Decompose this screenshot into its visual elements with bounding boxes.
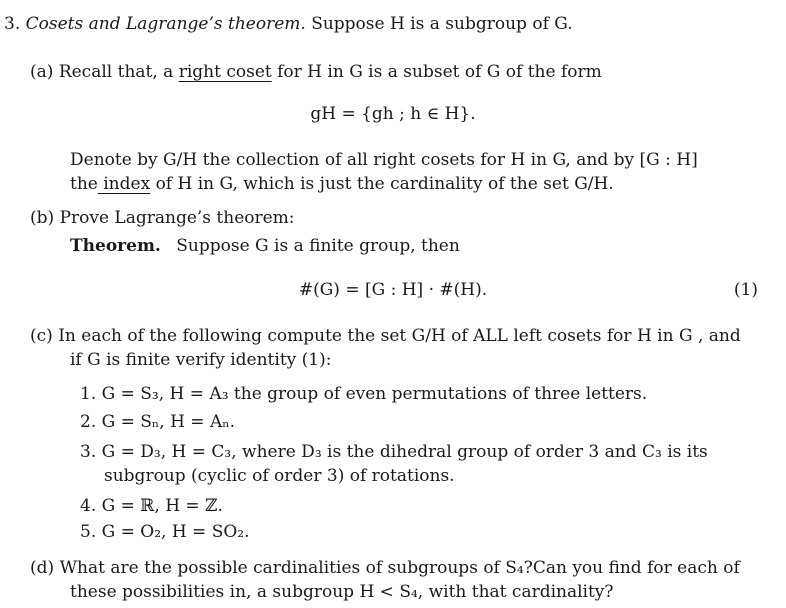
list-item-number: 2. <box>80 412 97 432</box>
list-item-text: G = ℝ, H = ℤ. <box>101 496 223 516</box>
problem-title: Cosets and Lagrange’s theorem. <box>25 14 306 34</box>
theorem-line <box>70 234 460 258</box>
list-item <box>80 494 223 518</box>
problem-header <box>4 12 573 36</box>
part-c-line2: if G is finite verify identity (1): <box>70 350 332 370</box>
right-coset-term: right coset <box>178 62 272 82</box>
part-a-text-end: for H in G is a subset of G of the form <box>271 62 602 82</box>
part-b-label: (b) <box>30 208 55 228</box>
part-c-text1: In each of the following compute the set G/H of ALL left cosets for H in G , and <box>58 326 741 346</box>
theorem-text: Suppose G is a finite group, then <box>176 236 460 256</box>
list-item-number: 1. <box>80 384 97 404</box>
part-c-line1 <box>30 324 741 348</box>
list-item <box>80 520 250 544</box>
coset-equation: gH = {gh ; h ∈ H}. <box>310 104 476 124</box>
equation-number: (1) <box>733 280 758 300</box>
list-item-number: 3. <box>80 442 97 462</box>
part-d-line1 <box>30 556 740 580</box>
theorem-label: Theorem. <box>70 236 161 256</box>
part-a-line2: Denote by G/H the collection of all right cosets for H in G, and by [G : H] <box>70 150 698 170</box>
part-d-label: (d) <box>30 558 55 578</box>
list-item-number: 5. <box>80 522 97 542</box>
lagrange-equation: #(G) = [G : H] · #(H). <box>298 280 488 300</box>
index-term: index <box>97 174 151 194</box>
part-a-line3-start: the <box>70 174 98 194</box>
part-d-text1: What are the possible cardinalities of subgroups of S₄?Can you find for each of <box>59 558 740 578</box>
problem-intro: Suppose H is a subgroup of G. <box>311 14 573 34</box>
part-b-text: Prove Lagrange’s theorem: <box>59 208 295 228</box>
list-item-text: G = O₂, H = SO₂. <box>101 522 250 542</box>
part-a-text-start: Recall that, a <box>58 62 179 82</box>
list-item-number: 4. <box>80 496 97 516</box>
list-item-text: G = Sₙ, H = Aₙ. <box>101 412 235 432</box>
part-c-label: (c) <box>30 326 53 346</box>
part-a-line3-end: of H in G, which is just the cardinality of the set G/H. <box>150 174 614 194</box>
list-item <box>80 440 708 464</box>
list-item-text: G = D₃, H = C₃, where D₃ is the dihedral group of order 3 and C₃ is its <box>101 442 708 462</box>
list-item <box>80 410 235 434</box>
part-b-line1 <box>30 206 295 230</box>
list-item-text: G = S₃, H = A₃ the group of even permutations of three letters. <box>101 384 648 404</box>
list-item-continuation: subgroup (cyclic of order 3) of rotations. <box>104 466 455 486</box>
part-d-line2: these possibilities in, a subgroup H < S₄, with that cardinality? <box>70 582 614 602</box>
list-item <box>80 382 647 406</box>
problem-number: 3. <box>4 14 21 34</box>
part-a-label: (a) <box>30 62 54 82</box>
part-a-line1 <box>30 60 602 84</box>
part-a-line3 <box>70 172 614 196</box>
